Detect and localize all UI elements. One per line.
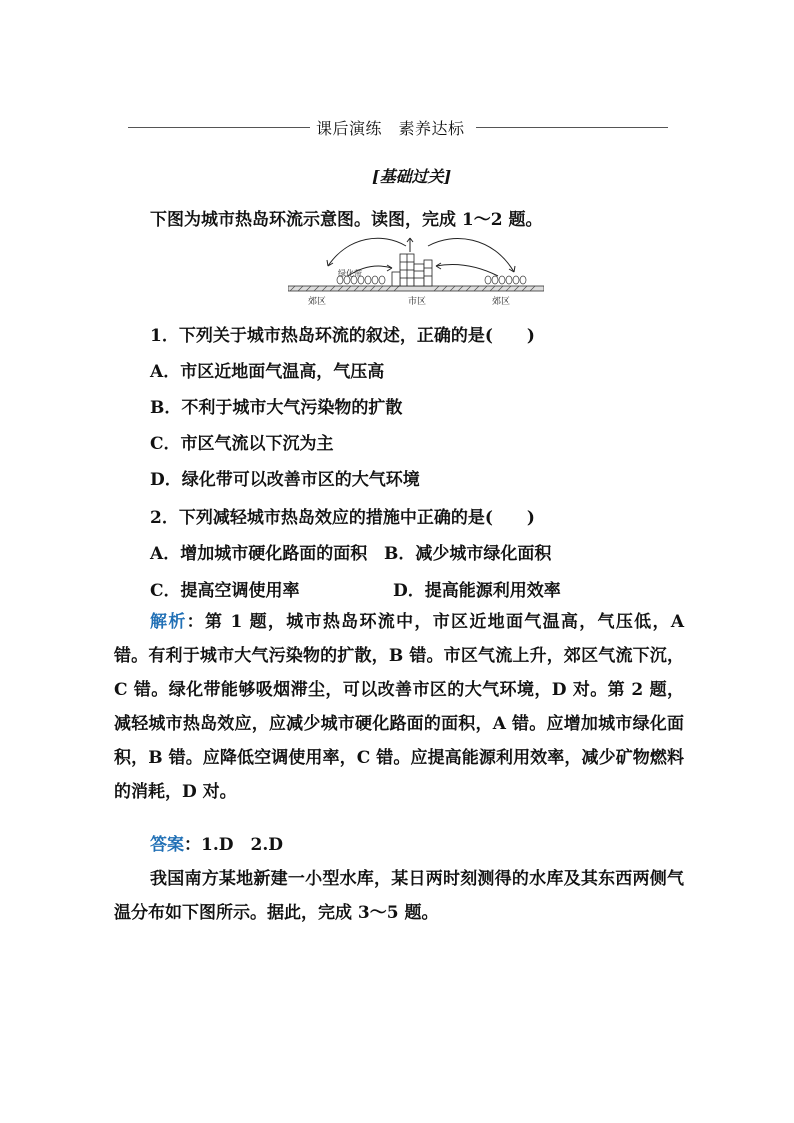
intro-1: 下图为城市热岛环流示意图。读图，完成 1～2 题。 [150,210,543,230]
q1-stem: 1．下列关于城市热岛环流的叙述，正确的是( ) [150,326,535,346]
header-title: 课后演练 素养达标 [316,119,465,138]
q1-option-b: B．不利于城市大气污染物的扩散 [150,398,403,418]
tree-icons-right [485,276,526,284]
header-line-right [476,127,668,128]
label-suburb-right: 郊区 [492,297,511,307]
answer-label: 答案 [150,835,184,855]
section-title: [基础过关] [372,167,452,186]
header-line-left [128,127,310,128]
q1-option-c: C．市区气流以下沉为主 [150,434,334,454]
label-green-belt: 绿化带 [338,269,362,278]
analysis-label: 解析 [150,612,187,632]
q2-stem: 2．下列减轻城市热岛效应的措施中正确的是( ) [150,508,535,528]
analysis-text: ：第 1 题，城市热岛环流中，市区近地面气温高，气压低，A 错。有利于城市大气污染物的扩散，B 错。市区气流上升，郊区气流下沉，C 错。绿化带能够吸烟滞尘，可以改善市区的大气环境，D 对。第 2 题，减轻城市热岛效应，应减少城市硬化路面的面积，A 错。应增加城市绿化面积，B 错。应降低空调使用率，C 错。应提高能源利用效率，减少矿物燃料的消耗，D 对。 [114,612,685,802]
q1-option-a: A．市区近地面气温高，气压高 [150,362,385,382]
intro-2: 我国南方某地新建一小型水库，某日两时刻测得的水库及其东西两侧气温分布如下图所示。据此，完成 3～5 题。 [114,869,684,923]
q2-option-b: B．减少城市绿化面积 [384,544,552,564]
city-buildings [392,254,432,286]
answer-text: ：1.D 2.D [184,835,283,855]
heat-island-diagram [288,236,544,308]
q2-option-c: C．提高空调使用率 [150,581,300,601]
q1-option-d: D．绿化带可以改善市区的大气环境 [150,470,420,490]
label-city: 市区 [408,297,427,307]
answer-line [150,830,283,855]
label-suburb-left: 郊区 [308,297,327,307]
analysis-paragraph [114,605,684,809]
q2-option-d: D．提高能源利用效率 [393,581,561,601]
header-rule [128,116,668,138]
q2-option-a: A．增加城市硬化路面的面积 [150,544,368,564]
